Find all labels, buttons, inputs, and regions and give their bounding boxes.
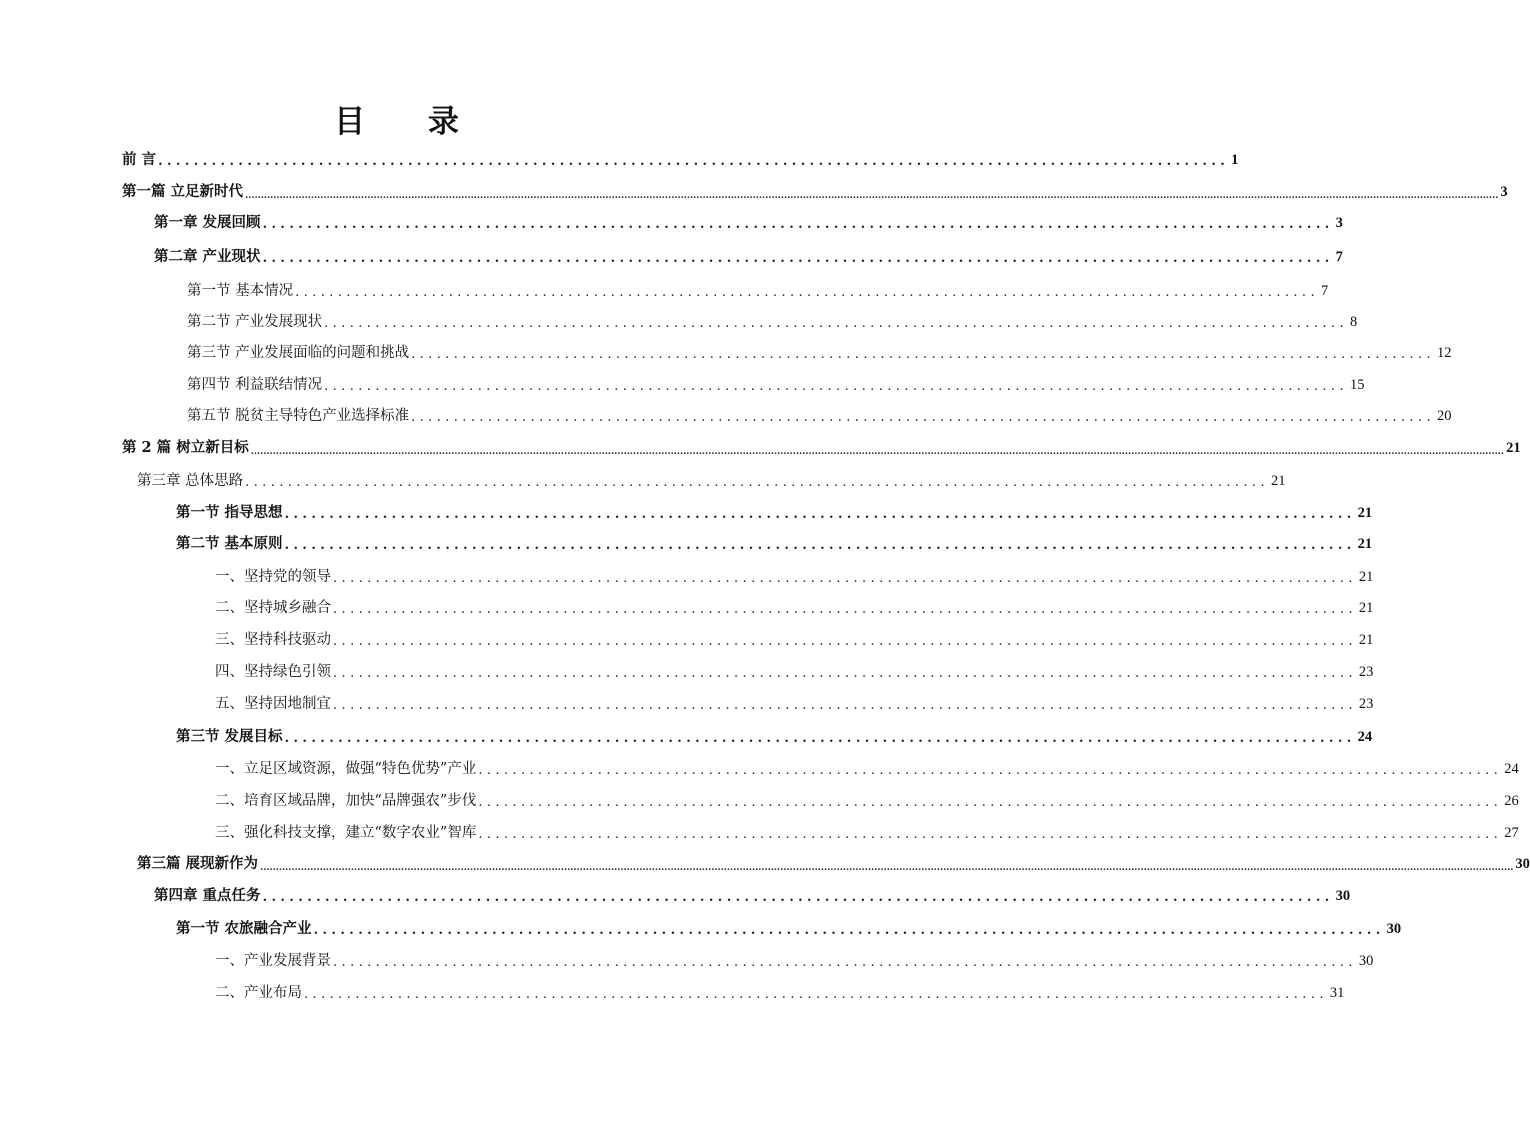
toc-entry-page-number: 21 (1358, 569, 1374, 585)
toc-entry-label: 二、培育区域品牌，加快“品牌强农”步伐 (215, 793, 477, 809)
toc-entry-label: 第三篇 展现新作为 (137, 855, 259, 872)
toc-entry-label: 一、坚持党的领导 (215, 569, 331, 585)
toc-entry[interactable] (215, 982, 1345, 1004)
toc-leader-dots: ........................................................................................................................ (411, 410, 1435, 425)
toc-entry-page-number: 24 (1504, 761, 1519, 777)
toc-leader-dots: ........................................................................................................................ (158, 154, 1230, 169)
toc-entry-label: 第三章 总体思路 (137, 473, 244, 489)
toc-entry-page-number: 30 (1515, 856, 1530, 872)
toc-entry-page-number: 21 (1357, 505, 1373, 521)
toc-entry[interactable] (215, 661, 1374, 683)
toc-entry-label: 第 2 篇 树立新目标 (122, 439, 249, 456)
toc-entry[interactable] (154, 885, 1351, 907)
toc-entry[interactable] (187, 311, 1358, 333)
toc-entry-label: 第四节 利益联结情况 (187, 377, 323, 393)
toc-entry-label: 第一章 发展回顾 (154, 214, 261, 231)
toc-entry-page-number: 3 (1500, 184, 1508, 200)
toc-entry-page-number: 21 (1357, 536, 1373, 552)
toc-entry-label: 二、产业布局 (215, 985, 302, 1001)
toc-title: 目 录 (334, 104, 485, 140)
toc-leader-dots: ........................................................................................................................ (295, 285, 1319, 300)
toc-leader-dots: ........................................................................................................................ (478, 763, 1503, 778)
toc-leader-dots: ........................................................................................................................ (262, 251, 1334, 266)
toc-entry[interactable] (215, 693, 1374, 715)
toc-entry[interactable] (187, 405, 1452, 427)
toc-leader-dots: ................................................................................................................................................................................................................................................................................................................................................................................................................ (260, 863, 1514, 873)
toc-entry-label: 第三节 产业发展面临的问题和挑战 (187, 345, 410, 361)
toc-leader-dots: ........................................................................................................................ (284, 731, 1356, 746)
toc-entry-page-number: 23 (1358, 696, 1374, 712)
toc-entry-label: 第二节 产业发展现状 (187, 314, 323, 330)
toc-entry[interactable] (215, 758, 1519, 780)
toc-entry-label: 第二节 基本原则 (176, 535, 283, 552)
toc-entry[interactable] (122, 437, 1521, 459)
toc-entry-label: 二、坚持城乡融合 (215, 600, 331, 616)
toc-leader-dots: ........................................................................................................................ (478, 795, 1503, 810)
toc-entry-page-number: 1 (1231, 152, 1239, 168)
toc-entry-page-number: 26 (1504, 793, 1519, 809)
toc-leader-dots: ........................................................................................................................ (245, 475, 1269, 490)
toc-entry[interactable] (215, 597, 1374, 619)
toc-leader-dots: ........................................................................................................................ (304, 987, 1328, 1002)
toc-entry-label: 第一节 农旅融合产业 (176, 920, 312, 937)
toc-entry-page-number: 21 (1358, 600, 1374, 616)
toc-entry-page-number: 21 (1358, 632, 1374, 648)
toc-entry-page-number: 30 (1335, 888, 1351, 904)
toc-entry-label: 三、强化科技支撑，建立“数字农业”智库 (215, 825, 477, 841)
toc-entry-label: 一、产业发展背景 (215, 953, 331, 969)
toc-entry-page-number: 23 (1358, 664, 1374, 680)
toc-leader-dots: ........................................................................................................................ (333, 666, 1357, 681)
toc-leader-dots: ................................................................................................................................................................................................................................................................................................................................................................................................................ (245, 191, 1499, 201)
toc-entry-label: 五、坚持因地制宜 (215, 696, 331, 712)
toc-entry[interactable] (187, 374, 1365, 396)
toc-entry[interactable] (137, 470, 1286, 492)
toc-entry-label: 三、坚持科技驱动 (215, 632, 331, 648)
toc-entry[interactable] (187, 342, 1452, 364)
toc-entry-label: 第二章 产业现状 (154, 248, 261, 265)
toc-entry[interactable] (215, 790, 1519, 812)
toc-entry-label: 第一篇 立足新时代 (122, 183, 244, 200)
toc-entry-label: 四、坚持绿色引领 (215, 664, 331, 680)
toc-entry[interactable] (176, 533, 1373, 555)
toc-entry-page-number: 21 (1506, 440, 1521, 456)
toc-entry[interactable] (176, 502, 1373, 524)
toc-leader-dots: ........................................................................................................................ (313, 923, 1385, 938)
toc-entry-page-number: 12 (1437, 345, 1452, 361)
toc-entry[interactable] (215, 566, 1374, 588)
toc-entry[interactable] (215, 822, 1519, 844)
toc-entry-page-number: 21 (1271, 473, 1286, 489)
toc-entry-label: 第四章 重点任务 (154, 887, 261, 904)
toc-entry[interactable] (122, 181, 1508, 203)
toc-leader-dots: ........................................................................................................................ (284, 538, 1356, 553)
toc-entry-page-number: 7 (1335, 249, 1343, 265)
toc-leader-dots: ........................................................................................................................ (324, 316, 1348, 331)
toc-entry[interactable] (187, 280, 1329, 302)
toc-entry-page-number: 3 (1335, 215, 1343, 231)
toc-leader-dots: ........................................................................................................................ (333, 955, 1357, 970)
toc-entry[interactable] (215, 950, 1374, 972)
toc-entry[interactable] (154, 212, 1343, 234)
toc-leader-dots: ........................................................................................................................ (333, 698, 1357, 713)
toc-entry-page-number: 30 (1386, 921, 1402, 937)
toc-leader-dots: ........................................................................................................................ (324, 379, 1348, 394)
toc-entry-label: 第三节 发展目标 (176, 728, 283, 745)
toc-entry-page-number: 30 (1358, 953, 1374, 969)
toc-leader-dots: ........................................................................................................................ (478, 827, 1503, 842)
toc-leader-dots: ........................................................................................................................ (333, 602, 1357, 617)
toc-entry[interactable] (176, 726, 1373, 748)
toc-entry-page-number: 7 (1321, 283, 1329, 299)
toc-leader-dots: ........................................................................................................................ (333, 571, 1357, 586)
toc-entry-page-number: 8 (1350, 314, 1358, 330)
toc-entry[interactable] (215, 629, 1374, 651)
toc-entry-label: 一、立足区域资源，做强“特色优势”产业 (215, 761, 477, 777)
toc-entry[interactable] (154, 246, 1343, 268)
toc-entry-page-number: 15 (1350, 377, 1365, 393)
toc-entry[interactable] (122, 149, 1239, 171)
toc-entry-page-number: 24 (1357, 729, 1373, 745)
toc-leader-dots: ................................................................................................................................................................................................................................................................................................................................................................................................................ (250, 447, 1505, 457)
toc-entry[interactable] (137, 853, 1530, 875)
toc-leader-dots: ........................................................................................................................ (262, 217, 1334, 232)
toc-leader-dots: ........................................................................................................................ (284, 507, 1356, 522)
toc-entry-label: 前 言 (122, 151, 157, 168)
toc-entry-page-number: 27 (1504, 825, 1519, 841)
toc-entry[interactable] (176, 918, 1402, 940)
toc-leader-dots: ........................................................................................................................ (333, 634, 1357, 649)
toc-entry-label: 第一节 基本情况 (187, 283, 294, 299)
toc-entry-label: 第五节 脱贫主导特色产业选择标准 (187, 408, 410, 424)
toc-entry-page-number: 31 (1329, 985, 1345, 1001)
toc-leader-dots: ........................................................................................................................ (411, 347, 1435, 362)
toc-leader-dots: ........................................................................................................................ (262, 890, 1334, 905)
toc-entry-page-number: 20 (1437, 408, 1452, 424)
toc-entry-label: 第一节 指导思想 (176, 504, 283, 521)
